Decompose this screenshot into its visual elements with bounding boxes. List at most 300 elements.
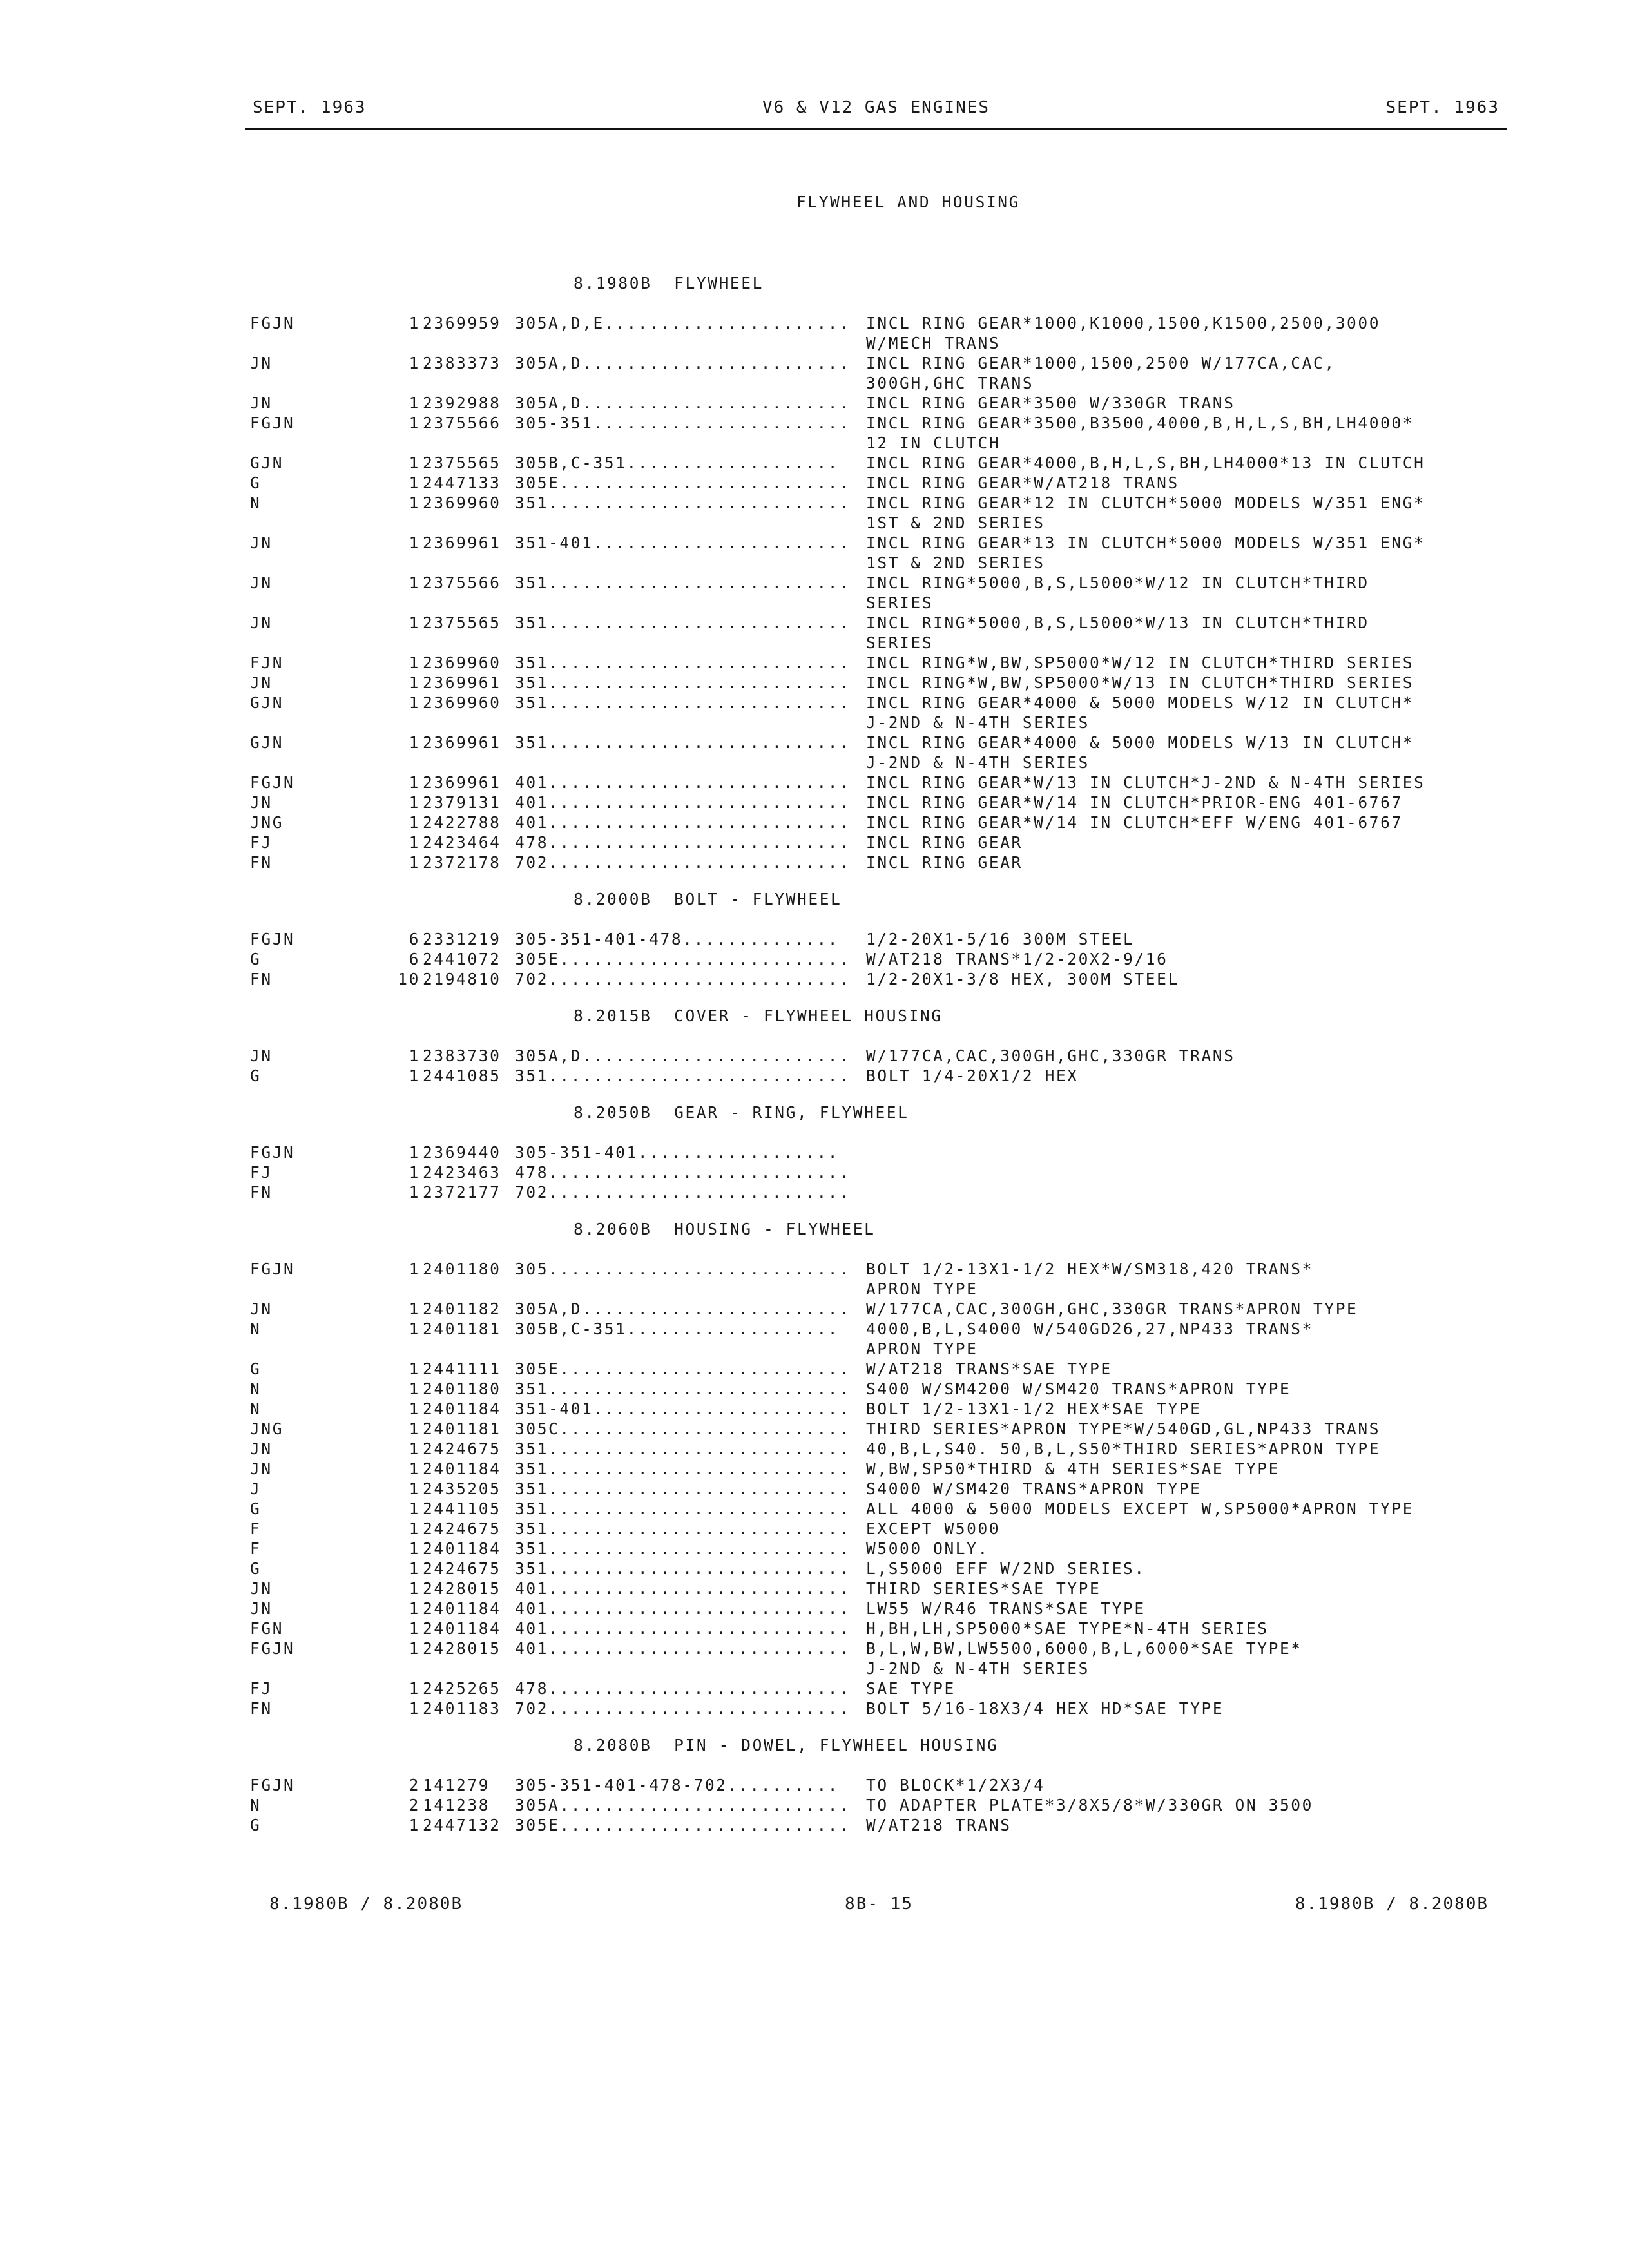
engine-reference: 305A.......................... <box>515 1796 851 1814</box>
part-number: 2424675 <box>423 1439 501 1458</box>
parts-row <box>250 1439 1507 1459</box>
part-number: 2194810 <box>423 970 501 988</box>
quantity: 1 <box>409 1163 420 1182</box>
part-number: 2423464 <box>423 833 501 852</box>
part-number: 2331219 <box>423 930 501 948</box>
part-number: 141238 <box>423 1796 490 1814</box>
description-line: THIRD SERIES*SAE TYPE <box>866 1579 1101 1598</box>
description-line: 1ST & 2ND SERIES <box>866 553 1045 572</box>
model-code: FGN <box>250 1619 284 1638</box>
part-number: 2401184 <box>423 1399 501 1418</box>
description-line: INCL RING GEAR*13 IN CLUTCH*5000 MODELS W/351 ENG* <box>866 533 1425 552</box>
description <box>866 1142 1507 1162</box>
description-line: 300GH,GHC TRANS <box>866 374 1034 392</box>
section-title: 8.2015B COVER - FLYWHEEL HOUSING <box>574 1006 943 1025</box>
model-code: JN <box>250 673 273 692</box>
part-number: 2447132 <box>423 1816 501 1834</box>
engine-reference: 305........................... <box>515 1260 851 1278</box>
quantity: 1 <box>409 813 420 832</box>
model-code: FJ <box>250 1679 273 1698</box>
parts-row <box>250 1299 1507 1319</box>
description <box>866 493 1507 533</box>
part-number: 2401182 <box>423 1300 501 1318</box>
footer-range-right: 8.1980B / 8.2080B <box>1295 1894 1489 1914</box>
model-code: G <box>250 1360 262 1378</box>
description <box>866 852 1507 872</box>
quantity: 10 <box>398 970 420 988</box>
engine-reference: 305A,D,E...................... <box>515 314 851 332</box>
engine-reference: 351........................... <box>515 673 851 692</box>
part-number: 2447133 <box>423 474 501 492</box>
parts-row <box>250 1639 1507 1678</box>
header-rule <box>245 128 1507 130</box>
model-code: G <box>250 1816 262 1834</box>
model-code: FN <box>250 1699 273 1718</box>
parts-row <box>250 653 1507 673</box>
engine-reference: 401........................... <box>515 813 851 832</box>
model-code: G <box>250 950 262 968</box>
parts-row <box>250 1399 1507 1419</box>
model-code: JN <box>250 1046 273 1065</box>
description <box>866 1519 1507 1539</box>
quantity: 1 <box>409 414 420 432</box>
engine-reference: 305E.......................... <box>515 474 851 492</box>
model-code: FGJN <box>250 1776 295 1794</box>
section <box>250 1006 1507 1086</box>
parts-row <box>250 393 1507 413</box>
quantity: 1 <box>409 1579 420 1598</box>
quantity: 6 <box>409 930 420 948</box>
description <box>866 573 1507 613</box>
parts-row <box>250 1319 1507 1359</box>
parts-row <box>250 493 1507 533</box>
quantity: 1 <box>409 1559 420 1578</box>
quantity: 1 <box>409 1816 420 1834</box>
parts-row <box>250 1559 1507 1579</box>
description <box>866 393 1507 413</box>
model-code: FN <box>250 1183 273 1202</box>
page-title: FLYWHEEL AND HOUSING <box>796 193 1021 211</box>
quantity: 1 <box>409 613 420 632</box>
part-number: 2401184 <box>423 1539 501 1558</box>
engine-reference: 305E.......................... <box>515 1360 851 1378</box>
parts-row <box>250 1182 1507 1202</box>
description-line: TO ADAPTER PLATE*3/8X5/8*W/330GR ON 3500 <box>866 1796 1314 1814</box>
parts-row <box>250 1499 1507 1519</box>
quantity: 1 <box>409 314 420 332</box>
description-line: SAE TYPE <box>866 1679 956 1698</box>
parts-row <box>250 1539 1507 1559</box>
engine-reference: 401........................... <box>515 1639 851 1658</box>
engine-reference: 305E.......................... <box>515 950 851 968</box>
engine-reference: 702........................... <box>515 853 851 872</box>
engine-reference: 305A,D........................ <box>515 1046 851 1065</box>
description-line: W/AT218 TRANS <box>866 1816 1012 1834</box>
description <box>866 1639 1507 1678</box>
part-number: 2425265 <box>423 1679 501 1698</box>
description-line: W/177CA,CAC,300GH,GHC,330GR TRANS <box>866 1046 1235 1065</box>
description-line: 1/2-20X1-3/8 HEX, 300M STEEL <box>866 970 1179 988</box>
engine-reference: 305-351-401.................. <box>515 1143 840 1162</box>
engine-reference: 478........................... <box>515 833 851 852</box>
model-code: G <box>250 1499 262 1518</box>
description-line: 1/2-20X1-5/16 300M STEEL <box>866 930 1135 948</box>
section-title: 8.2060B HOUSING - FLYWHEEL <box>574 1220 876 1238</box>
part-number: 2375566 <box>423 573 501 592</box>
parts-row <box>250 1599 1507 1619</box>
description <box>866 613 1507 653</box>
description <box>866 1419 1507 1439</box>
description-line: BOLT 1/4-20X1/2 HEX <box>866 1066 1079 1085</box>
quantity: 1 <box>409 533 420 552</box>
engine-reference: 351........................... <box>515 1519 851 1538</box>
quantity: 1 <box>409 573 420 592</box>
part-number: 2401180 <box>423 1260 501 1278</box>
parts-row <box>250 613 1507 653</box>
model-code: JN <box>250 354 273 372</box>
description-line: 4000,B,L,S4000 W/540GD26,27,NP433 TRANS* <box>866 1320 1314 1338</box>
model-code: G <box>250 474 262 492</box>
engine-reference: 305B,C-351................... <box>515 454 840 472</box>
part-number: 2392988 <box>423 394 501 412</box>
description-line <box>866 1182 1507 1202</box>
quantity: 1 <box>409 494 420 512</box>
part-number: 2428015 <box>423 1579 501 1598</box>
description <box>866 793 1507 812</box>
description <box>866 949 1507 969</box>
quantity: 1 <box>409 1143 420 1162</box>
quantity: 1 <box>409 1599 420 1618</box>
part-number: 2379131 <box>423 793 501 812</box>
engine-reference: 401........................... <box>515 1599 851 1618</box>
description-line: INCL RING GEAR*3500 W/330GR TRANS <box>866 394 1235 412</box>
part-number: 2441111 <box>423 1360 501 1378</box>
parts-row <box>250 353 1507 393</box>
engine-reference: 702........................... <box>515 1183 851 1202</box>
description-line: SERIES <box>866 633 934 652</box>
description <box>866 812 1507 832</box>
section-title: 8.2080B PIN - DOWEL, FLYWHEEL HOUSING <box>574 1736 999 1754</box>
part-number: 2369959 <box>423 314 501 332</box>
quantity: 2 <box>409 1776 420 1794</box>
model-code: FGJN <box>250 930 295 948</box>
model-code: FGJN <box>250 1143 295 1162</box>
model-code: JN <box>250 1439 273 1458</box>
description-line: J-2ND & N-4TH SERIES <box>866 713 1090 732</box>
engine-reference: 305-351....................... <box>515 414 851 432</box>
page-number: 8B- 15 <box>845 1894 913 1914</box>
description-line: INCL RING GEAR*4000 & 5000 MODELS W/12 IN CLUTCH* <box>866 693 1414 712</box>
description-line: INCL RING GEAR*W/13 IN CLUTCH*J-2ND & N-4TH SERIES <box>866 773 1425 792</box>
engine-reference: 305C.......................... <box>515 1419 851 1438</box>
description-line: W/AT218 TRANS*1/2-20X2-9/16 <box>866 950 1168 968</box>
quantity: 1 <box>409 1679 420 1698</box>
model-code: FGJN <box>250 773 295 792</box>
description <box>866 1319 1507 1359</box>
quantity: 1 <box>409 1699 420 1718</box>
parts-row <box>250 1066 1507 1086</box>
engine-reference: 351........................... <box>515 1559 851 1578</box>
description-line: INCL RING GEAR*3500,B3500,4000,B,H,L,S,BH,LH4000* <box>866 414 1414 432</box>
engine-reference: 401........................... <box>515 1579 851 1598</box>
section-title: 8.2000B BOLT - FLYWHEEL <box>574 890 842 908</box>
quantity: 6 <box>409 950 420 968</box>
description <box>866 733 1507 773</box>
description <box>866 1399 1507 1419</box>
description-line: J-2ND & N-4TH SERIES <box>866 1659 1090 1678</box>
parts-row <box>250 313 1507 353</box>
description-line: B,L,W,BW,LW5500,6000,B,L,6000*SAE TYPE* <box>866 1639 1302 1658</box>
description <box>866 453 1507 473</box>
description <box>866 1599 1507 1619</box>
part-number: 2369961 <box>423 533 501 552</box>
parts-row <box>250 1519 1507 1539</box>
quantity: 1 <box>409 833 420 852</box>
model-code: F <box>250 1519 262 1538</box>
part-number: 2401181 <box>423 1320 501 1338</box>
description-line: BOLT 5/16-18X3/4 HEX HD*SAE TYPE <box>866 1699 1224 1718</box>
part-number: 2369960 <box>423 494 501 512</box>
parts-row <box>250 1775 1507 1795</box>
part-number: 2369961 <box>423 673 501 692</box>
description-line: L,S5000 EFF W/2ND SERIES. <box>866 1559 1146 1578</box>
description-line: INCL RING GEAR*W/14 IN CLUTCH*EFF W/ENG 401-6767 <box>866 813 1403 832</box>
part-number: 2422788 <box>423 813 501 832</box>
description-line: 1ST & 2ND SERIES <box>866 514 1045 532</box>
header-title: V6 & V12 GAS ENGINES <box>762 98 990 117</box>
part-number: 2401181 <box>423 1419 501 1438</box>
model-code: GJN <box>250 693 284 712</box>
model-code: JNG <box>250 813 284 832</box>
model-code: FJ <box>250 833 273 852</box>
part-number: 2372177 <box>423 1183 501 1202</box>
description-line: W/AT218 TRANS*SAE TYPE <box>866 1360 1112 1378</box>
part-number: 141279 <box>423 1776 490 1794</box>
description <box>866 1619 1507 1639</box>
section <box>250 1219 1507 1718</box>
engine-reference: 305-351-401-478.............. <box>515 930 840 948</box>
description-line: INCL RING*W,BW,SP5000*W/13 IN CLUTCH*THIRD SERIES <box>866 673 1414 692</box>
model-code: JN <box>250 1599 273 1618</box>
engine-reference: 305A,D........................ <box>515 394 851 412</box>
model-code: J <box>250 1479 262 1498</box>
engine-reference: 351........................... <box>515 733 851 752</box>
description <box>866 1698 1507 1718</box>
parts-row <box>250 773 1507 793</box>
part-number: 2375565 <box>423 454 501 472</box>
description <box>866 1678 1507 1698</box>
description <box>866 1379 1507 1399</box>
engine-reference: 702........................... <box>515 970 851 988</box>
description <box>866 1299 1507 1319</box>
description <box>866 1775 1507 1795</box>
quantity: 1 <box>409 853 420 872</box>
description <box>866 413 1507 453</box>
quantity: 1 <box>409 733 420 752</box>
parts-row <box>250 1795 1507 1815</box>
model-code: FGJN <box>250 314 295 332</box>
description <box>866 1259 1507 1299</box>
quantity: 1 <box>409 1619 420 1638</box>
quantity: 1 <box>409 1639 420 1658</box>
description <box>866 773 1507 793</box>
description-line: INCL RING*5000,B,S,L5000*W/12 IN CLUTCH*THIRD <box>866 573 1369 592</box>
parts-row <box>250 573 1507 613</box>
quantity: 1 <box>409 1439 420 1458</box>
engine-reference: 351........................... <box>515 1499 851 1518</box>
description <box>866 313 1507 353</box>
quantity: 1 <box>409 793 420 812</box>
description <box>866 353 1507 393</box>
quantity: 1 <box>409 1399 420 1418</box>
part-number: 2401184 <box>423 1459 501 1478</box>
quantity: 1 <box>409 1260 420 1278</box>
model-code: JN <box>250 1459 273 1478</box>
description <box>866 1579 1507 1599</box>
parts-row <box>250 1162 1507 1182</box>
parts-row <box>250 812 1507 832</box>
description <box>866 1439 1507 1459</box>
model-code: G <box>250 1559 262 1578</box>
parts-row <box>250 969 1507 989</box>
parts-row <box>250 1698 1507 1718</box>
engine-reference: 351........................... <box>515 693 851 712</box>
description-line: INCL RING GEAR*1000,1500,2500 W/177CA,CAC, <box>866 354 1336 372</box>
description-line: APRON TYPE <box>866 1280 978 1298</box>
description-line: INCL RING GEAR*1000,K1000,1500,K1500,2500,3000 <box>866 314 1381 332</box>
description <box>866 929 1507 949</box>
model-code: N <box>250 1399 262 1418</box>
engine-reference: 702........................... <box>515 1699 851 1718</box>
engine-reference: 305A,D........................ <box>515 354 851 372</box>
description <box>866 1815 1507 1835</box>
part-number: 2423463 <box>423 1163 501 1182</box>
model-code: FN <box>250 970 273 988</box>
part-number: 2401183 <box>423 1699 501 1718</box>
parts-row <box>250 673 1507 693</box>
description <box>866 533 1507 573</box>
model-code: FJN <box>250 653 284 672</box>
engine-reference: 351........................... <box>515 1439 851 1458</box>
quantity: 1 <box>409 454 420 472</box>
parts-row <box>250 413 1507 453</box>
description <box>866 832 1507 852</box>
parts-row <box>250 1419 1507 1439</box>
description-line: INCL RING GEAR*4000 & 5000 MODELS W/13 IN CLUTCH* <box>866 733 1414 752</box>
model-code: N <box>250 1320 262 1338</box>
engine-reference: 305E.......................... <box>515 1816 851 1834</box>
parts-row <box>250 1379 1507 1399</box>
model-code: FGJN <box>250 1260 295 1278</box>
parts-row <box>250 1142 1507 1162</box>
quantity: 1 <box>409 354 420 372</box>
model-code: JNG <box>250 1419 284 1438</box>
description-line: S400 W/SM4200 W/SM420 TRANS*APRON TYPE <box>866 1379 1291 1398</box>
quantity: 1 <box>409 1379 420 1398</box>
parts-row <box>250 1619 1507 1639</box>
description-line: INCL RING GEAR*W/AT218 TRANS <box>866 474 1179 492</box>
engine-reference: 351........................... <box>515 613 851 632</box>
model-code: JN <box>250 793 273 812</box>
parts-row <box>250 1046 1507 1066</box>
model-code: GJN <box>250 454 284 472</box>
quantity: 1 <box>409 1479 420 1498</box>
part-number: 2369961 <box>423 773 501 792</box>
description <box>866 1046 1507 1066</box>
quantity: 1 <box>409 1539 420 1558</box>
engine-reference: 351........................... <box>515 1459 851 1478</box>
quantity: 2 <box>409 1796 420 1814</box>
parts-row <box>250 473 1507 493</box>
description <box>866 673 1507 693</box>
quantity: 1 <box>409 673 420 692</box>
part-number: 2369960 <box>423 653 501 672</box>
engine-reference: 351........................... <box>515 653 851 672</box>
quantity: 1 <box>409 1320 420 1338</box>
quantity: 1 <box>409 773 420 792</box>
parts-list <box>250 152 1507 1855</box>
model-code: F <box>250 1539 262 1558</box>
part-number: 2369440 <box>423 1143 501 1162</box>
description-line: H,BH,LH,SP5000*SAE TYPE*N-4TH SERIES <box>866 1619 1269 1638</box>
section <box>250 1735 1507 1835</box>
model-code: FGJN <box>250 1639 295 1658</box>
description-line <box>866 1142 1507 1162</box>
section <box>250 889 1507 989</box>
engine-reference: 305B,C-351................... <box>515 1320 840 1338</box>
parts-row <box>250 852 1507 872</box>
engine-reference: 401........................... <box>515 1619 851 1638</box>
parts-row <box>250 733 1507 773</box>
part-number: 2401184 <box>423 1619 501 1638</box>
description <box>866 1499 1507 1519</box>
description-line: W5000 ONLY. <box>866 1539 989 1558</box>
description-line: APRON TYPE <box>866 1340 978 1358</box>
page-header <box>253 98 1499 126</box>
quantity: 1 <box>409 1360 420 1378</box>
description <box>866 1182 1507 1202</box>
description-line: INCL RING GEAR*12 IN CLUTCH*5000 MODELS W/351 ENG* <box>866 494 1425 512</box>
model-code: JN <box>250 533 273 552</box>
description-line: EXCEPT W5000 <box>866 1519 1001 1538</box>
model-code: G <box>250 1066 262 1085</box>
engine-reference: 305-351-401-478-702.......... <box>515 1776 840 1794</box>
model-code: N <box>250 494 262 512</box>
description <box>866 1162 1507 1182</box>
description-line: BOLT 1/2-13X1-1/2 HEX*SAE TYPE <box>866 1399 1202 1418</box>
part-number: 2372178 <box>423 853 501 872</box>
description-line: 12 IN CLUTCH <box>866 434 1001 452</box>
description-line: LW55 W/R46 TRANS*SAE TYPE <box>866 1599 1146 1618</box>
model-code: JN <box>250 394 273 412</box>
engine-reference: 351........................... <box>515 1479 851 1498</box>
sections <box>250 273 1507 1835</box>
parts-row <box>250 1259 1507 1299</box>
quantity: 1 <box>409 394 420 412</box>
section <box>250 1102 1507 1202</box>
engine-reference: 478........................... <box>515 1679 851 1698</box>
engine-reference: 351........................... <box>515 1379 851 1398</box>
description-line: S4000 W/SM420 TRANS*APRON TYPE <box>866 1479 1202 1498</box>
description-line: W/MECH TRANS <box>866 334 1001 352</box>
description-line: W/177CA,CAC,300GH,GHC,330GR TRANS*APRON TYPE <box>866 1300 1358 1318</box>
description <box>866 1539 1507 1559</box>
description <box>866 473 1507 493</box>
quantity: 1 <box>409 1183 420 1202</box>
parts-row <box>250 1815 1507 1835</box>
model-code: FGJN <box>250 414 295 432</box>
parts-row <box>250 793 1507 812</box>
